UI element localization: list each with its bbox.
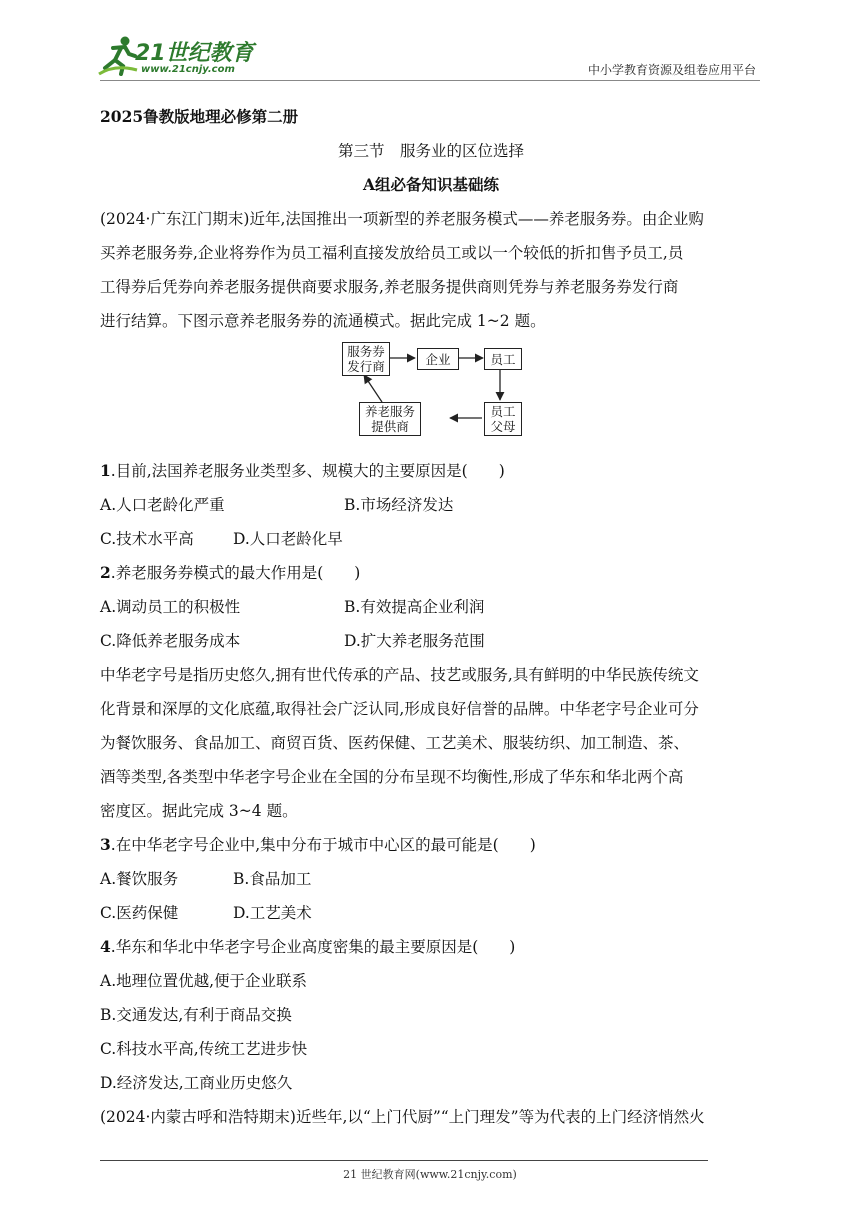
paragraph-line: (2024·内蒙古呼和浩特期末)近些年,以“上门代厨”“上门理发”等为代表的上门经济悄然火 [100,1108,705,1126]
option-c[interactable]: C.医药保健 [100,904,179,922]
option-d[interactable]: D.人口老龄化早 [233,530,343,548]
question-2 [100,556,762,590]
option-row [100,896,762,930]
section-title: 第三节 服务业的区位选择 [337,142,524,160]
question-4 [100,930,762,964]
page-header [0,0,860,90]
voucher-flow-diagram [100,338,762,454]
box-text: 服务券 [347,344,385,359]
question-stem: .目前,法国养老服务业类型多、规模大的主要原因是( ) [110,462,505,480]
platform-tagline: 中小学教育资源及组卷应用平台 [587,63,756,77]
box-text: 企业 [425,351,451,367]
option-b[interactable]: B.有效提高企业利润 [344,598,485,616]
option-row [100,624,762,658]
question-stem: .华东和华北中华老字号企业高度密集的最主要原因是( ) [110,938,516,956]
paragraph-line: 中华老字号是指历史悠久,拥有世代传承的产品、技艺或服务,具有鲜明的中华民族传统文 [100,666,699,684]
question-1 [100,454,762,488]
logo-url-text: www.21cnjy.com [141,64,235,75]
header-divider [100,80,760,81]
option-row [100,590,762,624]
option-row [100,522,762,556]
box-text: 提供商 [371,419,409,434]
paragraph-line: 进行结算。下图示意养老服务券的流通模式。据此完成 1~2 题。 [100,312,546,330]
option-d[interactable]: D.工艺美术 [233,904,312,922]
option-a[interactable]: A.人口老龄化严重 [100,496,225,514]
document-body [100,100,762,1134]
paragraph-line: 为餐饮服务、食品加工、商贸百货、医药保健、工艺美术、服装纺织、加工制造、茶、 [100,734,690,752]
question-stem: .养老服务券模式的最大作用是( ) [110,564,361,582]
arrow-provider-to-issuer [364,375,382,402]
question-stem: .在中华老字号企业中,集中分布于城市中心区的最可能是( ) [110,836,536,854]
option-c[interactable]: C.技术水平高 [100,530,194,548]
question-number: 2 [100,563,111,582]
box-elderly-care-provider [359,402,421,436]
logo-brand-text: 21世纪教育 [135,41,254,66]
paragraph-line: 密度区。据此完成 3~4 题。 [100,802,298,820]
paragraph-line: 工得券后凭券向养老服务提供商要求服务,养老服务提供商则凭券与养老服务券发行商 [100,278,679,296]
question-number: 1 [100,461,111,480]
book-title: 2025鲁教版地理必修第二册 [100,107,299,126]
option-row [100,862,762,896]
box-text: 发行商 [347,359,385,374]
option-d[interactable]: D.经济发达,工商业历史悠久 [100,1074,293,1092]
box-text: 养老服务 [364,404,415,419]
option-c[interactable]: C.降低养老服务成本 [100,632,241,650]
box-text: 员工 [490,351,516,367]
option-row [100,488,762,522]
option-b[interactable]: B.市场经济发达 [344,496,454,514]
paragraph-line: (2024·广东江门期末)近年,法国推出一项新型的养老服务模式——养老服务券。由企业购 [100,210,704,228]
paragraph-line: 化背景和深厚的文化底蕴,取得社会广泛认同,形成良好信誉的品牌。中华老字号企业可分 [100,700,699,718]
option-a[interactable]: A.餐饮服务 [100,870,179,888]
option-b[interactable]: B.交通发达,有利于商品交换 [100,1006,292,1024]
option-a[interactable]: A.调动员工的积极性 [100,598,241,616]
paragraph-line: 买养老服务券,企业将券作为员工福利直接发放给员工或以一个较低的折扣售予员工,员 [100,244,684,262]
question-number: 4 [100,937,111,956]
site-logo[interactable] [95,34,265,78]
group-title: A组必备知识基础练 [362,175,500,194]
box-enterprise [417,348,459,370]
box-employee [484,348,522,370]
option-a[interactable]: A.地理位置优越,便于企业联系 [100,972,308,990]
question-number: 3 [100,835,111,854]
paragraph-line: 酒等类型,各类型中华老字号企业在全国的分布呈现不均衡性,形成了华东和华北两个高 [100,768,684,786]
box-text: 父母 [490,419,516,434]
option-b[interactable]: B.食品加工 [233,870,312,888]
question-3 [100,828,762,862]
runner-logo-icon [95,34,139,78]
box-voucher-issuer [342,342,390,376]
page-footer[interactable]: 21 世纪教育网(www.21cnjy.com) [343,1168,517,1181]
footer-divider [100,1160,708,1161]
option-c[interactable]: C.科技水平高,传统工艺进步快 [100,1040,308,1058]
option-d[interactable]: D.扩大养老服务范围 [344,632,485,650]
box-employee-parents [484,402,522,436]
box-text: 员工 [490,404,516,419]
